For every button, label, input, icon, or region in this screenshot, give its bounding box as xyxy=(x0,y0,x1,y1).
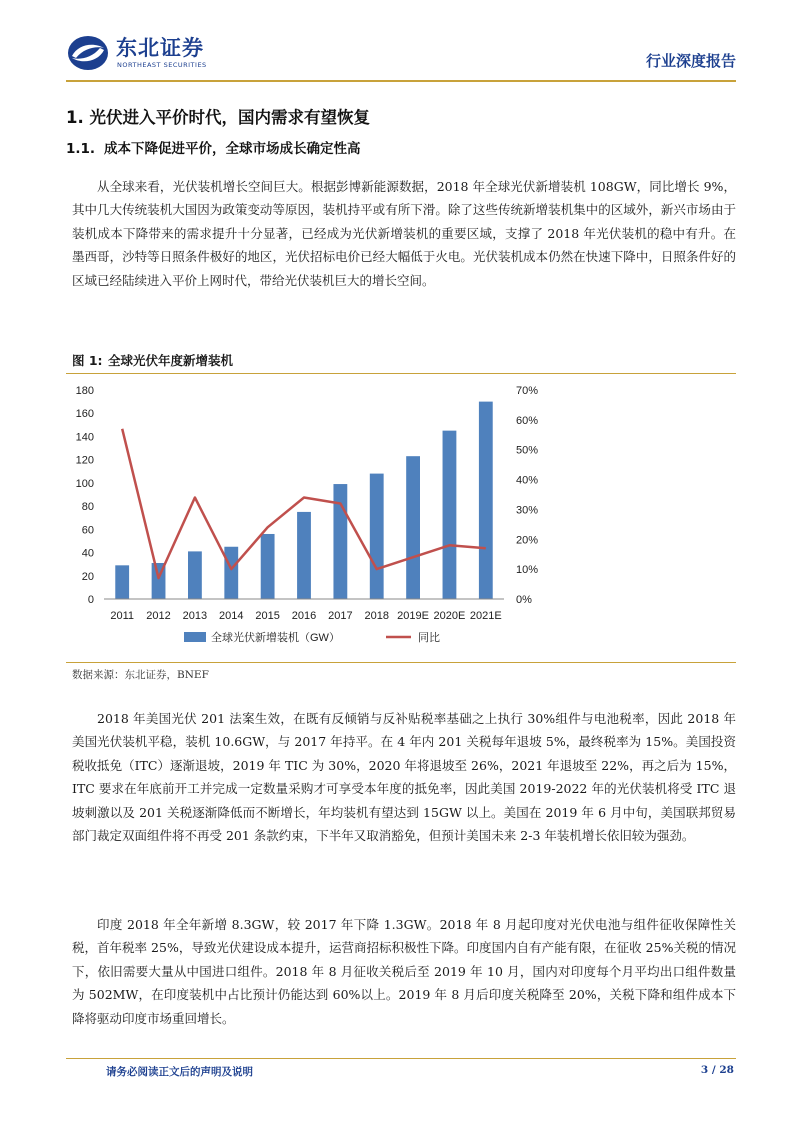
y-right-tick-label: 20% xyxy=(516,534,539,547)
y-right-tick-label: 0% xyxy=(516,594,532,606)
x-tick-label: 2015 xyxy=(255,610,280,622)
legend-bar-swatch xyxy=(184,632,206,642)
x-tick-label: 2013 xyxy=(182,610,208,622)
page-header xyxy=(66,30,736,76)
bar-2013 xyxy=(188,551,202,599)
y-left-tick-label: 40 xyxy=(81,547,94,560)
bar-2016 xyxy=(297,512,311,599)
x-tick-label: 2014 xyxy=(219,610,244,622)
figure-label: 图 1: xyxy=(72,353,103,368)
x-tick-label: 2012 xyxy=(146,610,171,622)
figure-source: 数据来源：东北证券，BNEF xyxy=(72,669,209,681)
subsection-title: 成本下降促进平价，全球市场成长确定性高 xyxy=(104,141,361,157)
x-tick-label: 2021E xyxy=(469,610,502,622)
y-right-tick-label: 40% xyxy=(516,474,539,487)
y-right-tick-label: 70% xyxy=(516,385,539,397)
y-left-tick-label: 0 xyxy=(87,594,94,606)
y-right-tick-label: 10% xyxy=(516,564,539,577)
legend-bar-label: 全球光伏新增装机（GW） xyxy=(211,632,340,644)
header-divider xyxy=(66,80,736,82)
bar-2015 xyxy=(261,534,275,599)
legend-line-label: 同比 xyxy=(418,632,440,644)
x-tick-label: 2011 xyxy=(110,610,135,622)
bar-2021E xyxy=(479,402,493,599)
report-type: 行业深度报告 xyxy=(645,52,736,70)
pv-installation-chart xyxy=(66,376,736,660)
subsection-heading xyxy=(66,137,361,157)
x-tick-label: 2020E xyxy=(433,610,466,622)
bar-2017 xyxy=(333,484,347,599)
y-left-tick-label: 140 xyxy=(75,431,94,444)
y-left-tick-label: 60 xyxy=(81,524,94,537)
brand-name-en: NORTHEAST SECURITIES xyxy=(117,61,207,69)
y-right-tick-label: 50% xyxy=(516,444,539,457)
subsection-number: 1.1. xyxy=(66,141,96,157)
bar-2019E xyxy=(406,456,420,599)
figure-top-divider xyxy=(66,373,736,374)
northeast-securities-logo-icon xyxy=(66,34,110,72)
y-left-tick-label: 20 xyxy=(81,570,94,583)
page-number: 3 / 28 xyxy=(700,1064,734,1076)
figure-bottom-divider xyxy=(66,662,736,663)
x-tick-label: 2016 xyxy=(291,610,317,622)
paragraph-us-market: 2018 年美国光伏 201 法案生效，在既有反倾销与反补贴税率基础之上执行 30%组件与电池税率，因此 2018 年美国光伏装机平稳，装机 10.6GW，与 2017 年持平。在 4 年内 201 关税每年退坡 5%，最终税率为 15%。美国投资税收抵免（ITC）逐渐退坡，2019 年 TIC 为 30%，2020 年将退坡至 26%，2021 年退坡至 22%，再之后为 15%，ITC 要求在年底前开工并完成一定数量采购才可享受本年度的抵免率，因此美国 2019-2022 年的光伏装机将受 ITC 退坡刺激以及 201 关税逐渐降低而不断增长，年均装机有望达到 15GW 以上。美国在 2019 年 6 月中旬，美国联邦贸易部门裁定双面组件将不再受 201 条款约束，下半年又取消豁免，但预计美国未来 2-3 年装机增长依旧较为强劲。 xyxy=(72,711,736,844)
footer-divider xyxy=(66,1058,736,1059)
y-right-tick-label: 60% xyxy=(516,414,539,427)
y-left-tick-label: 160 xyxy=(75,408,94,421)
y-right-tick-label: 30% xyxy=(516,504,539,517)
paragraph-global-market: 从全球来看，光伏装机增长空间巨大。根据彭博新能源数据，2018 年全球光伏新增装机 108GW，同比增长 9%，其中几大传统装机大国因为政策变动等原因，装机持平或有所下滑。除了这些传统新增装机集中的区域外，新兴市场由于装机成本下降带来的需求提升十分显著，已经成为光伏新增装机的重要区域，支撑了 2018 年光伏装机的稳中有升。在墨西哥，沙特等日照条件极好的地区，光伏招标电价已经大幅低于火电。光伏装机成本仍然在快速下降中，日照条件好的区域已经陆续进入平价上网时代，带给光伏装机巨大的增长空间。 xyxy=(72,179,736,288)
bar-2011 xyxy=(115,565,129,599)
figure-title xyxy=(72,351,233,369)
footer-disclaimer: 请务必阅读正文后的声明及说明 xyxy=(106,1066,253,1078)
section-heading: 1. 光伏进入平价时代，国内需求有望恢复 xyxy=(66,108,370,127)
bar-2018 xyxy=(370,474,384,599)
x-tick-label: 2019E xyxy=(397,610,429,622)
x-tick-label: 2018 xyxy=(364,610,389,622)
y-left-tick-label: 120 xyxy=(75,454,94,467)
y-left-tick-label: 180 xyxy=(75,385,94,397)
y-left-tick-label: 100 xyxy=(75,477,94,490)
figure-caption: 全球光伏年度新增装机 xyxy=(108,353,234,368)
bar-2020E xyxy=(443,431,457,599)
bar-2014 xyxy=(224,547,238,599)
x-tick-label: 2017 xyxy=(328,610,353,622)
brand-name: 东北证券 xyxy=(116,36,204,60)
paragraph-india-market: 印度 2018 年全年新增 8.3GW，较 2017 年下降 1.3GW。2018 年 8 月起印度对光伏电池与组件征收保障性关税，首年税率 25%，导致光伏建设成本提升，运营商招标积极性下降。印度国内自有产能有限，在征收 25%关税的情况下，依旧需要大量从中国进口组件。2018 年 8 月征收关税后至 2019 年 10 月，国内对印度每个月平均出口组件数量为 502MW，在印度装机中占比预计仍能达到 60%以上。2019 年 8 月后印度关税降至 20%，关税下降和组件成本下降将驱动印度市场重回增长。 xyxy=(72,917,736,1026)
y-left-tick-label: 80 xyxy=(81,501,94,514)
